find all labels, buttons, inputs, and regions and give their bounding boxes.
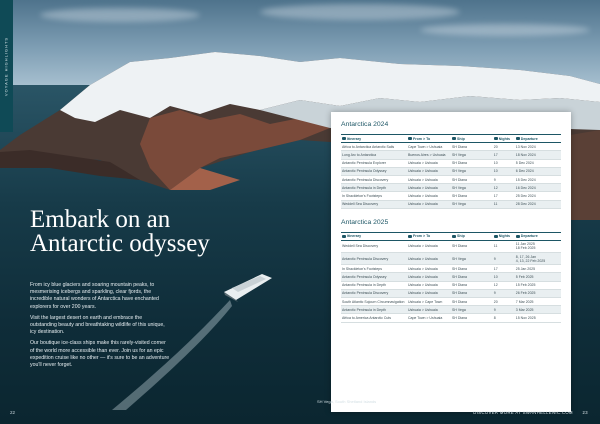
- table-row: [341, 159, 561, 167]
- table-title: Antarctica 2025: [341, 218, 389, 226]
- cloud: [420, 24, 590, 36]
- ship-icon: [452, 235, 456, 238]
- paragraph: From icy blue glaciers and soaring mountain peaks, to mesmerising icebergs and sparkling, clear fjords, the incredible natural wonders of Antarctica have enchanted explorers for over 200 years.: [30, 282, 159, 310]
- table-row: [341, 151, 561, 159]
- cell-itinerary: Antarctic Peninsula in Depth: [341, 306, 407, 314]
- page-heading: Embark on an Antarctic odyssey: [30, 206, 210, 257]
- cell-route: Ushuaia > Ushuaia: [407, 289, 451, 297]
- column-header-itinerary: [341, 135, 407, 143]
- cell-nights: 12: [493, 281, 515, 289]
- cell-nights: 20: [493, 298, 515, 306]
- cell-departure: 11 Jan 2025 18 Feb 2025: [515, 240, 561, 252]
- cell-route: Ushuaia > Ushuaia: [407, 200, 451, 208]
- side-section-tab: [0, 0, 13, 132]
- departures-table-2025: [341, 232, 561, 323]
- table-row: [341, 289, 561, 297]
- intro-text: [30, 282, 170, 373]
- cell-ship: SH Diana: [451, 192, 493, 200]
- table-title: Antarctica 2024: [341, 121, 389, 128]
- cell-route: Ushuaia > Ushuaia: [407, 240, 451, 252]
- table-row: [341, 240, 561, 252]
- cell-nights: 17: [493, 151, 515, 159]
- cell-ship: SH Vega: [451, 306, 493, 314]
- column-header-ship: [451, 135, 493, 143]
- cell-route: Ushuaia > Ushuaia: [407, 175, 451, 183]
- cell-route: Ushuaia > Ushuaia: [407, 184, 451, 192]
- cell-route: Buenos Aires > Ushuaia: [407, 151, 451, 159]
- cell-route: Ushuaia > Ushuaia: [407, 273, 451, 281]
- map-icon: [342, 235, 346, 238]
- cell-ship: SH Vega: [451, 167, 493, 175]
- column-header-departure: [515, 232, 561, 240]
- cell-itinerary: Weddell Sea Discovery: [341, 200, 407, 208]
- cloud: [260, 4, 460, 20]
- cell-route: Ushuaia > Cape Town: [407, 298, 451, 306]
- header-label: Nights: [498, 234, 510, 239]
- cell-departure: 25 Dec 2024: [515, 192, 561, 200]
- table-row: [341, 314, 561, 322]
- cell-nights: 10: [493, 167, 515, 175]
- cell-nights: 17: [493, 265, 515, 273]
- page-number-left: 22: [10, 410, 16, 415]
- cell-route: Ushuaia > Ushuaia: [407, 192, 451, 200]
- cell-nights: 10: [493, 159, 515, 167]
- cell-nights: 9: [493, 306, 515, 314]
- cell-departure: 5 Dec 2024: [515, 159, 561, 167]
- departures-table-2024: [341, 134, 561, 209]
- cell-departure: 8, 17, 26 Jan 4, 13, 22 Feb 2025: [515, 253, 561, 265]
- cell-route: Ushuaia > Ushuaia: [407, 281, 451, 289]
- cell-itinerary: Antarctic Peninsula in Depth: [341, 281, 407, 289]
- cell-departure: 13 Nov 2024: [515, 143, 561, 151]
- cell-itinerary: Antarctic Peninsula Odyssey: [341, 273, 407, 281]
- cell-departure: 26 Feb 2025: [515, 289, 561, 297]
- calendar-icon: [494, 235, 498, 238]
- header-label: Departure: [520, 136, 538, 141]
- clock-icon: [516, 137, 520, 140]
- column-header-route: [407, 232, 451, 240]
- pin-icon: [408, 137, 412, 140]
- paragraph: Visit the largest desert on earth and embrace the outstanding beauty and breathtaking wildlife of this unique, icy destination.: [30, 314, 165, 336]
- cell-ship: SH Diana: [451, 314, 493, 322]
- header-label: Itinerary: [347, 234, 362, 239]
- cell-nights: 11: [493, 200, 515, 208]
- departures-card: [331, 112, 571, 412]
- cell-route: Ushuaia > Ushuaia: [407, 306, 451, 314]
- calendar-icon: [494, 137, 498, 140]
- cell-itinerary: South Atlantic Sojourn Circumnavigation: [341, 298, 407, 306]
- cell-nights: 11: [493, 240, 515, 252]
- cell-route: Ushuaia > Ushuaia: [407, 167, 451, 175]
- table-row: [341, 281, 561, 289]
- cell-ship: SH Vega: [451, 200, 493, 208]
- cell-departure: 15 Feb 2025: [515, 281, 561, 289]
- table-row: [341, 306, 561, 314]
- cell-nights: 9: [493, 289, 515, 297]
- cell-ship: SH Diana: [451, 273, 493, 281]
- cell-itinerary: Weddell Sea Discovery: [341, 240, 407, 252]
- column-header-nights: [493, 135, 515, 143]
- cell-itinerary: Africa to America Antarctic Cuts: [341, 314, 407, 322]
- table-row: [341, 175, 561, 183]
- cell-ship: SH Vega: [451, 184, 493, 192]
- cell-nights: 8: [493, 314, 515, 322]
- table-row: [341, 143, 561, 151]
- cell-departure: 6 Dec 2024: [515, 167, 561, 175]
- table-row: [341, 273, 561, 281]
- table-row: [341, 184, 561, 192]
- clock-icon: [516, 235, 520, 238]
- cell-itinerary: In Shackleton's Footsteps: [341, 265, 407, 273]
- header-label: Nights: [498, 136, 510, 141]
- cell-itinerary: Antarctic Peninsula Discovery: [341, 175, 407, 183]
- column-header-itinerary: [341, 232, 407, 240]
- table-row: [341, 253, 561, 265]
- footer-right: [465, 410, 588, 415]
- side-tab-label: VOYAGE HIGHLIGHTS: [3, 36, 9, 97]
- cell-nights: 9: [493, 175, 515, 183]
- cell-ship: SH Diana: [451, 281, 493, 289]
- cell-departure: 18 Nov 2024: [515, 151, 561, 159]
- page-number-right: 23: [582, 410, 588, 415]
- table-row: [341, 265, 561, 273]
- paragraph: Our boutique ice-class ships make this rarely-visited corner of the world more accessible than ever. Join us for an epic expedition cruise like no other — it's sure to be an adventure you'll never forget.: [30, 340, 170, 369]
- column-header-departure: [515, 135, 561, 143]
- column-header-nights: [493, 232, 515, 240]
- header-label: Itinerary: [347, 136, 362, 141]
- cell-ship: SH Diana: [451, 143, 493, 151]
- cell-ship: SH Diana: [451, 298, 493, 306]
- cell-ship: SH Diana: [451, 265, 493, 273]
- cell-nights: 9: [493, 253, 515, 265]
- cell-departure: 5 Feb 2025: [515, 273, 561, 281]
- cell-ship: SH Vega: [451, 151, 493, 159]
- cell-itinerary: Long Arc to Antarctica: [341, 151, 407, 159]
- cell-departure: 15 Nov 2025: [515, 314, 561, 322]
- cell-itinerary: Antarctic Peninsula Discovery: [341, 289, 407, 297]
- photo-caption: SH Vega, South Shetland Islands: [317, 399, 377, 404]
- cell-itinerary: In Shackleton's Footsteps: [341, 192, 407, 200]
- cell-nights: 12: [493, 184, 515, 192]
- cruise-ship-image: [222, 270, 274, 304]
- cell-departure: 15 Dec 2024: [515, 175, 561, 183]
- cell-itinerary: Africa to Antarctica Antarctic Sails: [341, 143, 407, 151]
- cell-nights: 10: [493, 273, 515, 281]
- table-row: [341, 200, 561, 208]
- cell-route: Cape Town > Ushuaia: [407, 143, 451, 151]
- header-label: Ship: [457, 234, 465, 239]
- table-row: [341, 192, 561, 200]
- cell-ship: SH Vega: [451, 253, 493, 265]
- cell-ship: SH Diana: [451, 175, 493, 183]
- cell-route: Ushuaia > Ushuaia: [407, 159, 451, 167]
- table-row: [341, 167, 561, 175]
- column-header-ship: [451, 232, 493, 240]
- cell-itinerary: Antarctic Peninsula Explorer: [341, 159, 407, 167]
- header-label: Ship: [457, 136, 465, 141]
- cell-departure: 16 Dec 2024: [515, 184, 561, 192]
- cell-nights: 17: [493, 192, 515, 200]
- cell-itinerary: Antarctic Peninsula in Depth: [341, 184, 407, 192]
- website-link[interactable]: DISCOVER MORE AT SWANHELLENIC.COM: [473, 410, 573, 415]
- cell-departure: 3 Mar 2025: [515, 306, 561, 314]
- cell-itinerary: Antarctic Peninsula Odyssey: [341, 167, 407, 175]
- cell-route: Ushuaia > Ushuaia: [407, 265, 451, 273]
- cell-route: Ushuaia > Ushuaia: [407, 253, 451, 265]
- ship-icon: [452, 137, 456, 140]
- map-icon: [342, 137, 346, 140]
- header-label: From > To: [413, 234, 431, 239]
- cloud: [40, 8, 200, 22]
- cell-ship: SH Diana: [451, 240, 493, 252]
- pin-icon: [408, 235, 412, 238]
- cell-itinerary: Antarctic Peninsula Discovery: [341, 253, 407, 265]
- cell-departure: 7 Mar 2025: [515, 298, 561, 306]
- cell-ship: SH Diana: [451, 159, 493, 167]
- header-label: From > To: [413, 136, 431, 141]
- cell-departure: 28 Dec 2024: [515, 200, 561, 208]
- cell-nights: 20: [493, 143, 515, 151]
- cell-ship: SH Diana: [451, 289, 493, 297]
- cell-departure: 25 Jan 2025: [515, 265, 561, 273]
- header-label: Departure: [520, 234, 538, 239]
- column-header-route: [407, 135, 451, 143]
- cell-route: Cape Town > Ushuaia: [407, 314, 451, 322]
- table-row: [341, 298, 561, 306]
